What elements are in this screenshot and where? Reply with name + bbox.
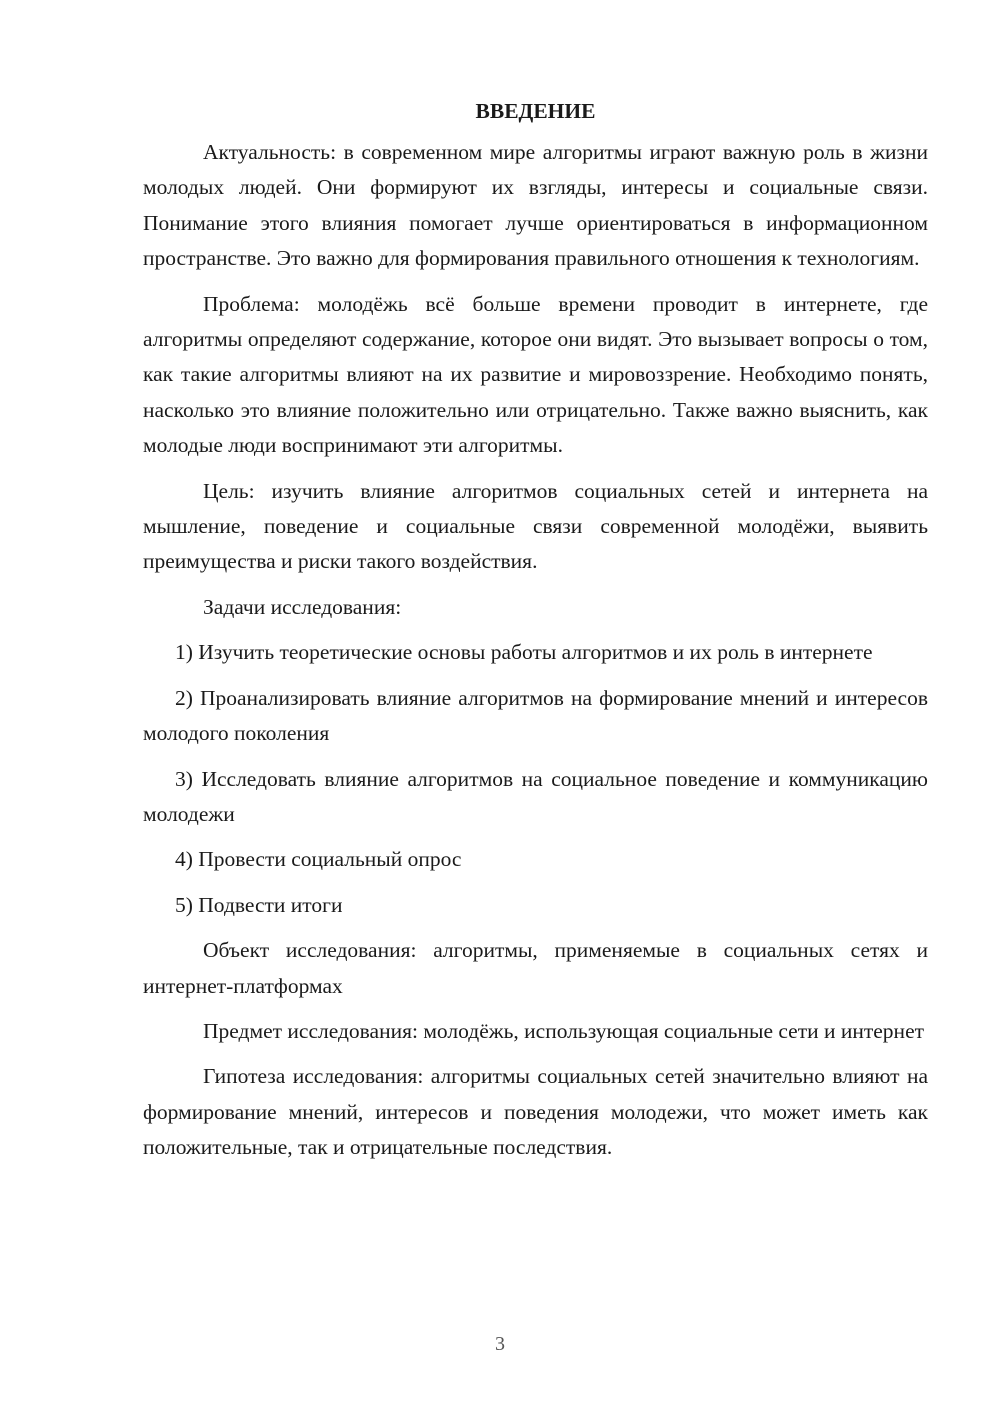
- task-item-4: 4) Провести социальный опрос: [175, 847, 462, 872]
- goal-paragraph: Цель: изучить влияние алгоритмов социальных сетей и интернета на мышление, поведение и социальные связи современной молодёжи, выявить преимущества и риски такого воздействия.: [143, 478, 928, 574]
- page-number: 3: [495, 1333, 505, 1355]
- problem-paragraph: Проблема: молодёжь всё больше времени проводит в интернете, где алгоритмы определяют содержание, которое они видят. Это вызывает вопросы о том, как такие алгоритмы влияют на их развитие и мировоззрение. Необходимо понять, насколько это влияние положительно или отрицательно. Также важно выяснить, как молодые люди воспринимают эти алгоритмы.: [143, 291, 928, 458]
- hypothesis-paragraph: Гипотеза исследования: алгоритмы социальных сетей значительно влияют на формирование мнений, интересов и поведения молодежи, что может иметь как положительные, так и отрицательные последствия.: [143, 1064, 928, 1160]
- relevance-paragraph: Актуальность: в современном мире алгоритмы играют важную роль в жизни молодых людей. Они формируют их взгляды, интересы и социальные связи. Понимание этого влияния помогает лучше ориентироваться в информационном пространстве. Это важно для формирования правильного отношения к технологиям.: [143, 140, 928, 271]
- page-content: [143, 97, 928, 1176]
- section-title: ВВЕДЕНИЕ: [475, 99, 596, 123]
- task-item-3: 3) Исследовать влияние алгоритмов на социальное поведение и коммуникацию молодежи: [143, 766, 928, 826]
- tasks-heading: Задачи исследования:: [203, 594, 402, 619]
- research-subject-paragraph: Предмет исследования: молодёжь, использующая социальные сети и интернет: [203, 1018, 925, 1043]
- task-item-2: 2) Проанализировать влияние алгоритмов на формирование мнений и интересов молодого поколения: [143, 685, 928, 746]
- task-item-1: 1) Изучить теоретические основы работы алгоритмов и их роль в интернете: [175, 640, 873, 665]
- task-item-5: 5) Подвести итоги: [175, 892, 343, 917]
- research-object-paragraph: Объект исследования: алгоритмы, применяемые в социальных сетях и интернет-платформах: [143, 938, 928, 998]
